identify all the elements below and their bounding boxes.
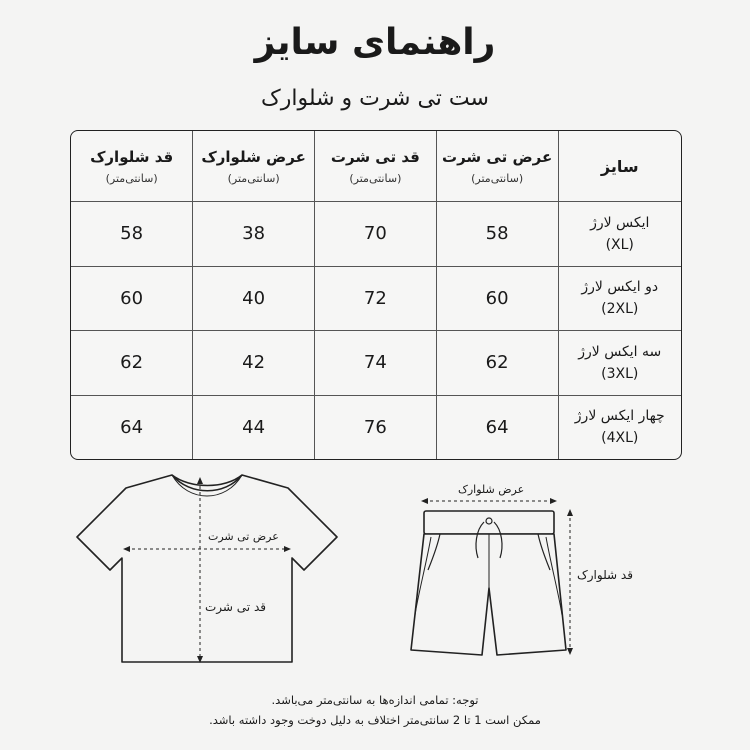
value-cell: 72 [315,266,437,331]
size-code: (XL) [605,236,634,253]
size-name: دو ایکس لارژ [581,279,659,296]
size-name: سه ایکس لارژ [578,343,662,360]
size-name: ایکس لارژ [590,214,650,231]
value-cell: 64 [436,395,558,459]
header-unit: (سانتی‌متر) [105,171,158,185]
header-unit: (سانتی‌متر) [471,171,524,185]
page-title: راهنمای سایز [254,22,496,63]
note-line-2: ممکن است 1 تا 2 سانتی‌متر اختلاف به دلیل دوخت وجود داشته باشد. [209,713,541,727]
value-cell: 38 [193,202,315,267]
value-cell: 76 [315,395,437,459]
value-cell: 70 [315,202,437,267]
value-cell: 64 [120,416,144,438]
header-unit: (سانتی‌متر) [349,171,402,185]
value-cell: 42 [193,331,315,396]
value-cell: 44 [193,395,315,459]
value-cell: 62 [71,331,193,396]
shorts-icon [411,511,566,655]
value-cell: 60 [436,266,558,331]
note-line-1: توجه: تمامی اندازه‌ها به سانتی‌متر می‌باشد. [271,693,479,707]
tshirt-length-label: قد تی شرت [205,600,266,614]
size-code: (2XL) [601,301,639,318]
tshirt-icon [77,475,337,662]
header-label: عرض تی شرت [442,147,553,166]
header-label: قد تی شرت [330,147,420,166]
value-cell: 74 [315,331,437,396]
value-cell: 60 [71,266,193,331]
shorts-width-label: عرض شلوارک [458,483,525,496]
value-cell: 58 [71,202,193,267]
size-code: (4XL) [601,430,639,447]
header-unit: (سانتی‌متر) [227,171,280,185]
header-label: قد شلوارک [90,147,174,166]
value-cell: 40 [193,266,315,331]
size-code: (3XL) [601,365,639,382]
size-name: چهار ایکس لارژ [574,408,665,425]
value-cell: 58 [436,202,558,267]
page-subtitle: ست تی شرت و شلوارک [261,86,489,111]
tshirt-width-label: عرض تی شرت [208,530,279,543]
header-label: عرض شلوارک [201,147,306,166]
shorts-length-label: قد شلوارک [577,568,633,582]
header-size: سایز [558,131,681,202]
value-cell: 62 [436,331,558,396]
